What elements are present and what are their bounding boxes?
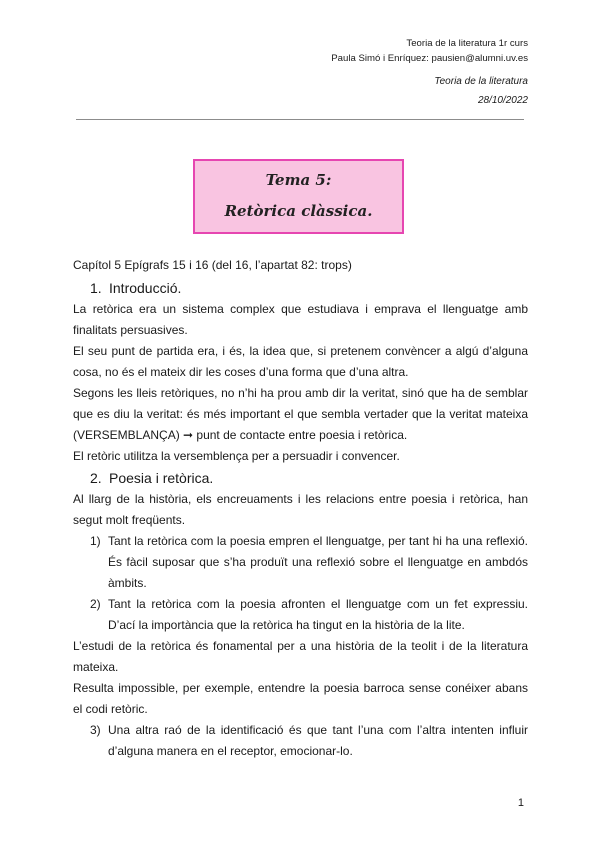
list-item [73, 531, 528, 594]
title-line-2: Retòrica clàssica. [224, 202, 373, 220]
list-marker: 3) [90, 723, 101, 737]
section-title: Introducció. [109, 280, 182, 296]
paragraph: Resulta impossible, per exemple, entendre la poesia barroca sense conéixer abans el codi retòric. [73, 681, 528, 716]
list-item-text: Tant la retòrica com la poesia afronten el llenguatge com un fet expressiu. D’ací la importància que la retòrica ha tingut en la història de la lite. [108, 597, 528, 632]
page-header [331, 36, 528, 66]
subject-line: Teoria de la literatura [434, 76, 528, 87]
section-heading-1 [73, 277, 528, 299]
list-marker: 1) [90, 534, 101, 548]
section-number: 1. [90, 280, 102, 296]
title-line-1: Tema 5: [265, 171, 332, 189]
list-item-text: Tant la retòrica com la poesia empren el llenguatge, per tant hi ha una reflexió. És fàcil suposar que s’ha produït una reflexió sobre el llenguatge en ambdós àmbits. [108, 534, 528, 590]
paragraph: El retòric utilitza la versemblença per a persuadir i convencer. [73, 449, 400, 463]
list-item-text: Una altra raó de la identificació és que tant l’una com l’altra intenten influir d’alguna manera en el receptor, emocionar-lo. [108, 723, 528, 758]
section-number: 2. [90, 470, 102, 486]
date-line: 28/10/2022 [477, 95, 528, 106]
paragraph: El seu punt de partida era, i és, la idea que, si pretenem convèncer a algú d’alguna cosa, no és el mateix dir les coses d’una forma que d’una altra. [73, 344, 528, 379]
page-number: 1 [517, 797, 524, 809]
list-item [73, 720, 528, 762]
list-marker: 2) [90, 597, 101, 611]
horizontal-divider [76, 119, 524, 120]
page-subheader [434, 72, 528, 110]
course-line: Teoria de la literatura 1r curs [406, 38, 528, 49]
paragraph: Al llarg de la història, els encreuaments i les relacions entre poesia i retòrica, han segut molt freqüents. [73, 492, 528, 527]
paragraph: L’estudi de la retòrica és fonamental per a una història de la teolit i de la literatura mateixa. [73, 639, 528, 674]
section-title: Poesia i retòrica. [109, 470, 214, 486]
chapter-reference: Capítol 5 Epígrafs 15 i 16 (del 16, l’apartat 82: trops) [73, 258, 352, 272]
title-box [193, 159, 404, 234]
paragraph: Segons les lleis retòriques, no n’hi ha prou amb dir la veritat, sinó que ha de semblar que es diu la veritat: és més important el que sembla vertader que la veritat mateixa (VERSEMBLANÇA) ➞ punt de contacte entre poesia i retòrica. [73, 386, 528, 442]
document-body [73, 255, 528, 762]
paragraph: La retòrica era un sistema complex que estudiava i emprava el llenguatge amb finalitats persuasives. [73, 302, 528, 337]
author-line: Paula Simó i Enríquez: pausien@alumni.uv.es [331, 53, 528, 64]
list-item [73, 594, 528, 636]
section-heading-2 [73, 467, 528, 489]
